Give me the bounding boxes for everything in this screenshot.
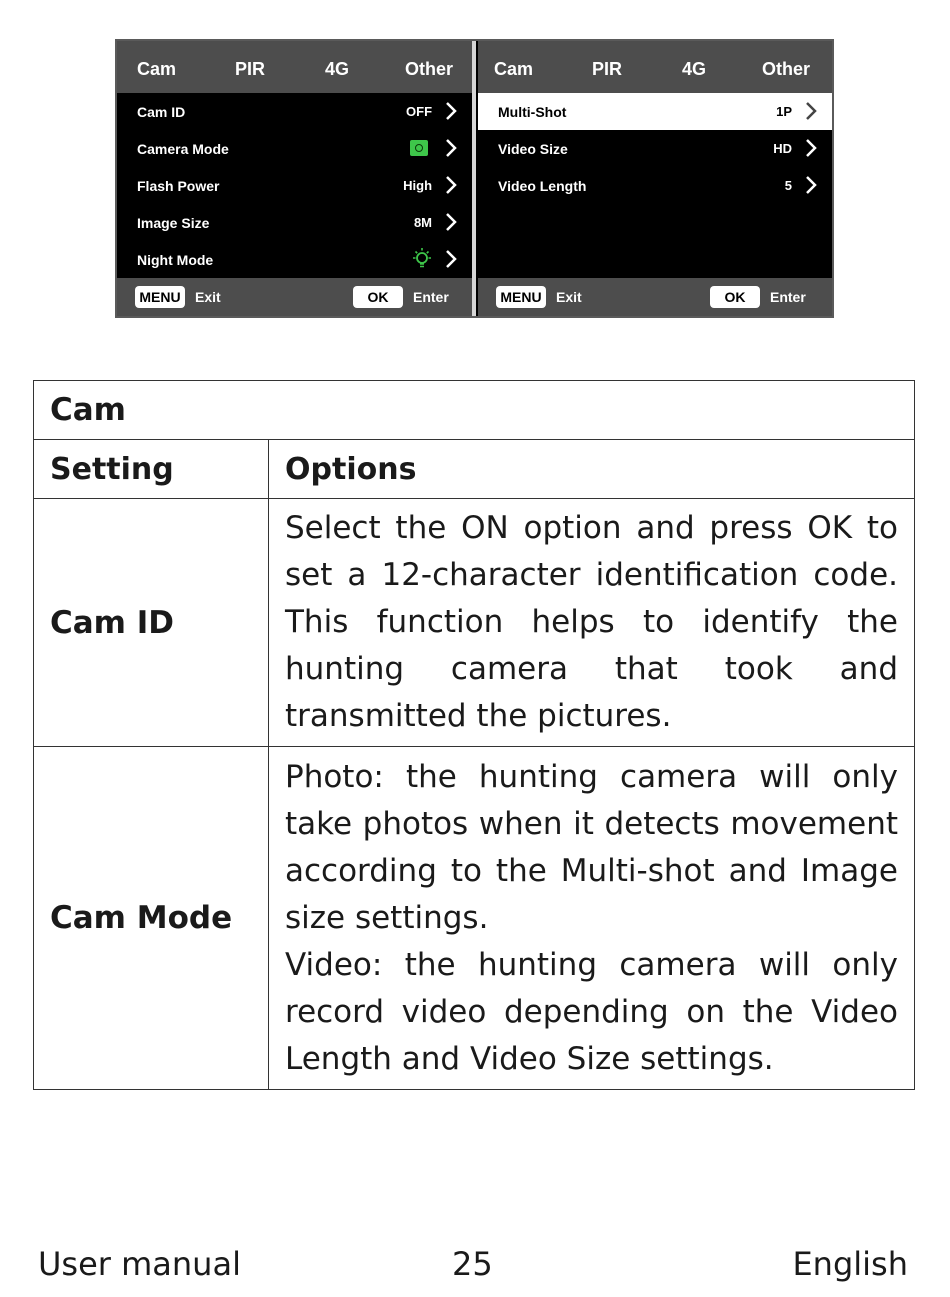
chevron-right-icon bbox=[444, 249, 458, 269]
row-label: Video Length bbox=[498, 177, 587, 194]
menu-row-flash-power bbox=[117, 167, 472, 204]
row-label: Image Size bbox=[137, 214, 210, 231]
camera-menu-screenshot bbox=[115, 39, 834, 318]
exit-label: Exit bbox=[195, 289, 221, 305]
ok-key: OK bbox=[353, 286, 403, 308]
menu-row-image-size bbox=[117, 204, 472, 241]
setting-cam-mode: Cam Mode bbox=[34, 747, 269, 1090]
row-value: OFF bbox=[406, 104, 433, 119]
tab-other: Other bbox=[405, 59, 454, 79]
row-value: HD bbox=[773, 141, 793, 156]
settings-table bbox=[33, 380, 915, 1090]
panel-divider bbox=[472, 41, 476, 316]
header-options: Options bbox=[269, 440, 915, 499]
menu-row-multi-shot bbox=[478, 93, 832, 130]
chevron-right-icon bbox=[444, 101, 458, 121]
tab-pir: PIR bbox=[235, 59, 266, 79]
options-cam-id bbox=[269, 499, 915, 747]
footer-language: English bbox=[792, 1245, 908, 1283]
table-header-row bbox=[34, 440, 915, 499]
row-label: Cam ID bbox=[137, 103, 186, 120]
header-setting: Setting bbox=[34, 440, 269, 499]
menu-footer bbox=[478, 278, 832, 316]
chevron-right-icon bbox=[444, 138, 458, 158]
row-label: Camera Mode bbox=[137, 140, 229, 157]
menu-rows bbox=[478, 93, 832, 204]
tab-cam: Cam bbox=[137, 59, 177, 79]
page-number: 25 bbox=[452, 1245, 493, 1283]
chevron-right-icon bbox=[804, 101, 818, 121]
menu-tab-bar bbox=[117, 41, 472, 93]
table-row bbox=[34, 499, 915, 747]
row-value: 1P bbox=[776, 104, 793, 119]
row-value: 5 bbox=[784, 178, 793, 193]
option-video-text: Video: the hunting camera will only record video depending on the Video Length and Video Size settings. bbox=[285, 946, 898, 1077]
enter-label: Enter bbox=[770, 289, 806, 305]
cam-menu-panel bbox=[117, 41, 472, 316]
menu-key: MENU bbox=[496, 286, 546, 308]
row-label: Video Size bbox=[498, 140, 568, 157]
setting-cam-id: Cam ID bbox=[34, 499, 269, 747]
chevron-right-icon bbox=[804, 138, 818, 158]
chevron-right-icon bbox=[444, 212, 458, 232]
row-label: Night Mode bbox=[137, 251, 214, 268]
tab-pir: PIR bbox=[592, 59, 623, 79]
row-value: 8M bbox=[413, 215, 433, 230]
options-cam-mode bbox=[269, 747, 915, 1090]
table-row bbox=[34, 747, 915, 1090]
footer-doc-title: User manual bbox=[38, 1245, 241, 1283]
enter-label: Enter bbox=[413, 289, 449, 305]
row-value: High bbox=[403, 178, 433, 193]
menu-rows bbox=[117, 93, 472, 278]
section-title: Cam bbox=[34, 381, 915, 440]
tab-cam: Cam bbox=[494, 59, 534, 79]
chevron-right-icon bbox=[444, 175, 458, 195]
option-text: Select the ON option and press OK to set a 12-character identification code. This function helps to identify the hunting camera that took and transmitted the pictures. bbox=[285, 510, 898, 734]
menu-tab-bar bbox=[478, 41, 832, 93]
option-photo-text: Photo: the hunting camera will only take photos when it detects movement according to the Multi-shot and Image size settings. bbox=[285, 758, 898, 936]
table-section-row bbox=[34, 381, 915, 440]
menu-row-camera-mode bbox=[117, 130, 472, 167]
bulb-icon bbox=[410, 247, 434, 271]
multishot-menu-panel bbox=[478, 41, 832, 316]
menu-key: MENU bbox=[135, 286, 185, 308]
tab-other: Other bbox=[762, 59, 811, 79]
menu-row-cam-id bbox=[117, 93, 472, 130]
row-label: Flash Power bbox=[137, 177, 220, 194]
menu-row-night-mode bbox=[117, 241, 472, 278]
chevron-right-icon bbox=[804, 175, 818, 195]
exit-label: Exit bbox=[556, 289, 582, 305]
menu-row-video-length bbox=[478, 167, 832, 204]
tab-4g: 4G bbox=[682, 59, 707, 79]
menu-footer bbox=[117, 278, 472, 316]
row-label: Multi-Shot bbox=[498, 103, 567, 120]
camera-icon bbox=[410, 140, 428, 156]
tab-4g: 4G bbox=[325, 59, 350, 79]
menu-row-video-size bbox=[478, 130, 832, 167]
ok-key: OK bbox=[710, 286, 760, 308]
